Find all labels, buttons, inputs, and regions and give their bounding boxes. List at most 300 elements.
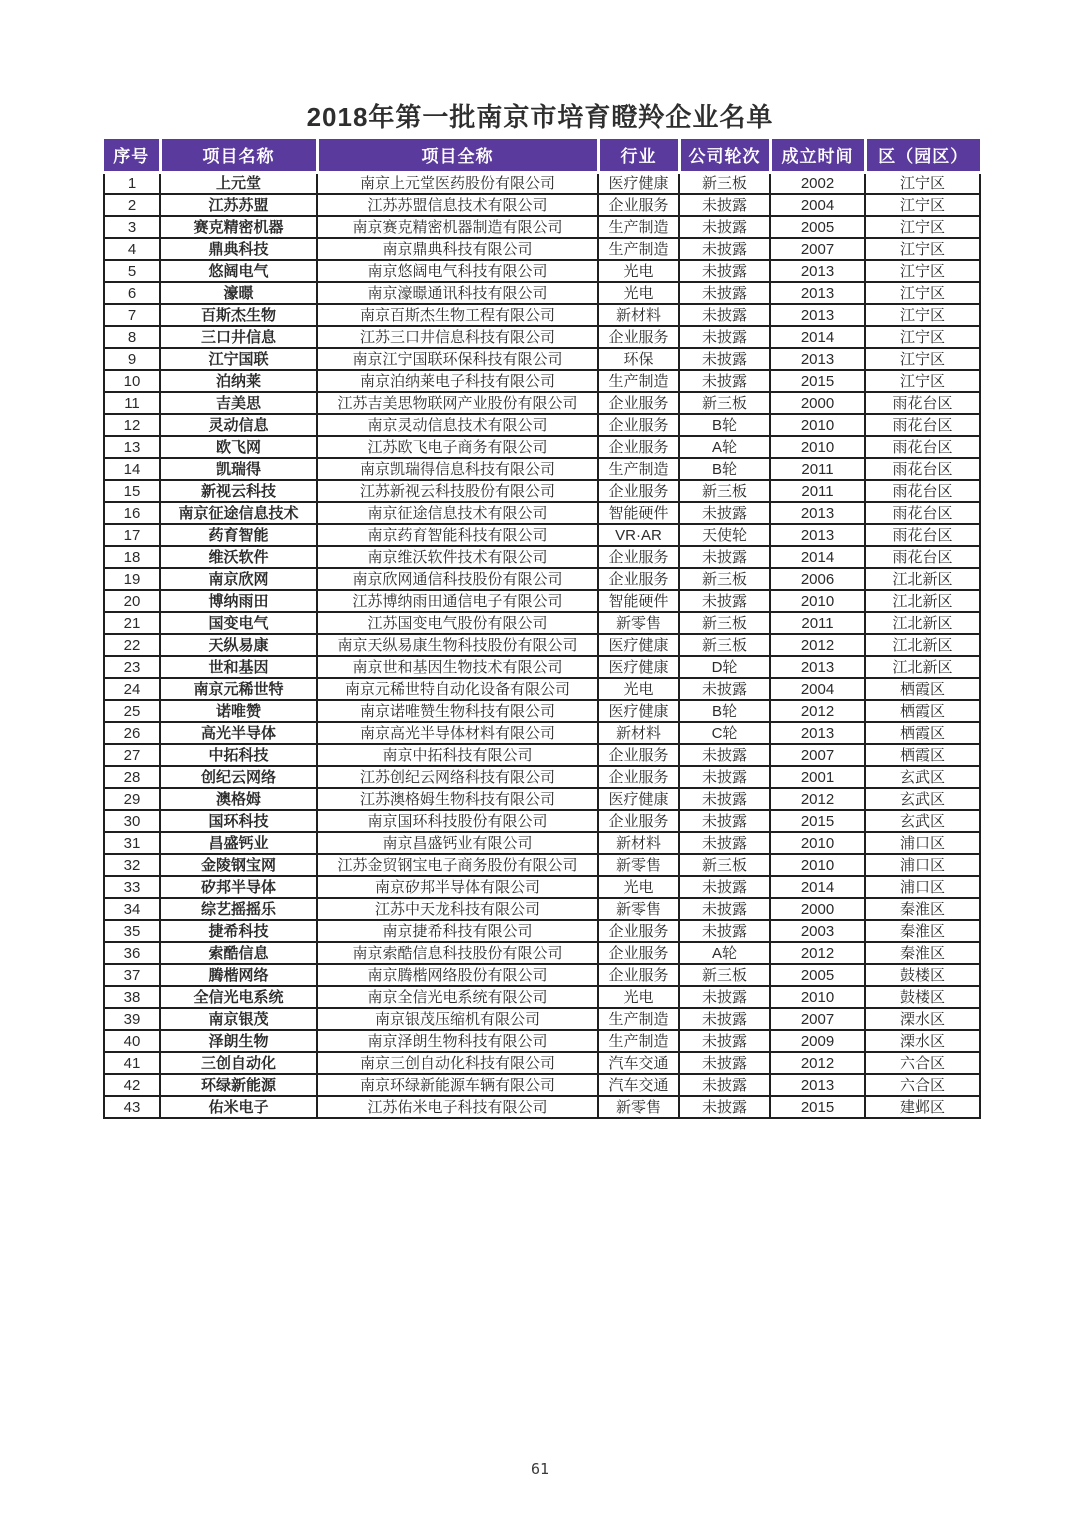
cell-no: 35 [104, 920, 160, 942]
cell-founded: 2012 [770, 942, 865, 964]
cell-name: 濠暻 [160, 282, 317, 304]
header-founded: 成立时间 [770, 139, 865, 172]
cell-founded: 2012 [770, 634, 865, 656]
cell-full-name: 南京腾楷网络股份有限公司 [317, 964, 598, 986]
cell-district: 玄武区 [865, 810, 980, 832]
enterprise-table-container [103, 139, 979, 1119]
cell-round: 未披露 [679, 788, 770, 810]
cell-round: B轮 [679, 458, 770, 480]
table-row [104, 964, 980, 986]
cell-founded: 2007 [770, 744, 865, 766]
cell-founded: 2011 [770, 480, 865, 502]
cell-name: 百斯杰生物 [160, 304, 317, 326]
table-header [104, 139, 980, 172]
cell-founded: 2010 [770, 986, 865, 1008]
cell-industry: 企业服务 [598, 568, 679, 590]
cell-round: D轮 [679, 656, 770, 678]
cell-full-name: 江苏佑米电子科技有限公司 [317, 1096, 598, 1118]
cell-district: 雨花台区 [865, 480, 980, 502]
cell-industry: 企业服务 [598, 546, 679, 568]
cell-no: 22 [104, 634, 160, 656]
cell-no: 27 [104, 744, 160, 766]
cell-industry: 医疗健康 [598, 700, 679, 722]
cell-full-name: 南京维沃软件技术有限公司 [317, 546, 598, 568]
cell-industry: 新零售 [598, 1096, 679, 1118]
cell-district: 栖霞区 [865, 744, 980, 766]
cell-no: 16 [104, 502, 160, 524]
cell-founded: 2013 [770, 502, 865, 524]
cell-full-name: 江苏三口井信息科技有限公司 [317, 326, 598, 348]
table-row [104, 986, 980, 1008]
cell-full-name: 南京濠暻通讯科技有限公司 [317, 282, 598, 304]
table-row [104, 766, 980, 788]
cell-founded: 2007 [770, 238, 865, 260]
cell-round: 未披露 [679, 986, 770, 1008]
cell-full-name: 南京元稀世特自动化设备有限公司 [317, 678, 598, 700]
cell-full-name: 江苏吉美思物联网产业股份有限公司 [317, 392, 598, 414]
cell-round: 未披露 [679, 370, 770, 392]
cell-founded: 2007 [770, 1008, 865, 1030]
cell-district: 鼓楼区 [865, 964, 980, 986]
cell-founded: 2014 [770, 326, 865, 348]
cell-district: 江宁区 [865, 216, 980, 238]
cell-no: 24 [104, 678, 160, 700]
cell-round: 未披露 [679, 1052, 770, 1074]
table-row [104, 480, 980, 502]
cell-district: 栖霞区 [865, 722, 980, 744]
cell-founded: 2011 [770, 458, 865, 480]
cell-full-name: 南京捷希科技有限公司 [317, 920, 598, 942]
cell-full-name: 江苏新视云科技股份有限公司 [317, 480, 598, 502]
cell-district: 溧水区 [865, 1030, 980, 1052]
cell-full-name: 南京凯瑞得信息科技有限公司 [317, 458, 598, 480]
cell-industry: 新材料 [598, 304, 679, 326]
cell-round: 未披露 [679, 194, 770, 216]
cell-founded: 2013 [770, 260, 865, 282]
cell-name: 佑米电子 [160, 1096, 317, 1118]
cell-industry: 新材料 [598, 722, 679, 744]
cell-name: 南京元稀世特 [160, 678, 317, 700]
cell-round: 未披露 [679, 238, 770, 260]
cell-founded: 2012 [770, 1052, 865, 1074]
cell-industry: 新材料 [598, 832, 679, 854]
cell-founded: 2015 [770, 1096, 865, 1118]
cell-industry: 汽车交通 [598, 1052, 679, 1074]
table-row [104, 744, 980, 766]
cell-full-name: 南京赛克精密机器制造有限公司 [317, 216, 598, 238]
cell-name: 澳格姆 [160, 788, 317, 810]
cell-founded: 2004 [770, 194, 865, 216]
cell-industry: 医疗健康 [598, 172, 679, 194]
table-row [104, 1008, 980, 1030]
cell-no: 3 [104, 216, 160, 238]
cell-district: 江北新区 [865, 612, 980, 634]
cell-name: 新视云科技 [160, 480, 317, 502]
table-row [104, 942, 980, 964]
cell-founded: 2001 [770, 766, 865, 788]
cell-district: 雨花台区 [865, 458, 980, 480]
table-row [104, 260, 980, 282]
table-row [104, 458, 980, 480]
cell-full-name: 南京矽邦半导体有限公司 [317, 876, 598, 898]
cell-founded: 2010 [770, 832, 865, 854]
table-row [104, 898, 980, 920]
cell-no: 33 [104, 876, 160, 898]
cell-founded: 2013 [770, 524, 865, 546]
table-row [104, 304, 980, 326]
cell-round: 未披露 [679, 766, 770, 788]
cell-round: 未披露 [679, 282, 770, 304]
table-row [104, 502, 980, 524]
cell-no: 9 [104, 348, 160, 370]
table-row [104, 194, 980, 216]
cell-name: 江苏苏盟 [160, 194, 317, 216]
cell-round: 未披露 [679, 1096, 770, 1118]
cell-no: 26 [104, 722, 160, 744]
cell-full-name: 南京诺唯赞生物科技有限公司 [317, 700, 598, 722]
cell-round: 新三板 [679, 634, 770, 656]
cell-full-name: 江苏创纪云网络科技有限公司 [317, 766, 598, 788]
table-row [104, 238, 980, 260]
cell-district: 建邺区 [865, 1096, 980, 1118]
cell-no: 34 [104, 898, 160, 920]
cell-founded: 2010 [770, 436, 865, 458]
cell-full-name: 江苏博纳雨田通信电子有限公司 [317, 590, 598, 612]
cell-industry: 光电 [598, 260, 679, 282]
cell-industry: 光电 [598, 282, 679, 304]
table-row [104, 1074, 980, 1096]
cell-founded: 2014 [770, 876, 865, 898]
cell-round: 未披露 [679, 304, 770, 326]
cell-district: 玄武区 [865, 788, 980, 810]
cell-industry: 新零售 [598, 854, 679, 876]
table-body [104, 172, 980, 1118]
table-row [104, 1096, 980, 1118]
cell-district: 雨花台区 [865, 524, 980, 546]
cell-round: 未披露 [679, 876, 770, 898]
cell-name: 维沃软件 [160, 546, 317, 568]
cell-founded: 2015 [770, 370, 865, 392]
table-row [104, 282, 980, 304]
cell-founded: 2013 [770, 656, 865, 678]
cell-industry: 生产制造 [598, 1030, 679, 1052]
cell-founded: 2005 [770, 216, 865, 238]
cell-no: 7 [104, 304, 160, 326]
cell-name: 索酷信息 [160, 942, 317, 964]
table-row [104, 370, 980, 392]
cell-round: 未披露 [679, 348, 770, 370]
cell-district: 江北新区 [865, 656, 980, 678]
cell-no: 11 [104, 392, 160, 414]
cell-name: 吉美思 [160, 392, 317, 414]
cell-round: 未披露 [679, 546, 770, 568]
cell-full-name: 南京泽朗生物科技有限公司 [317, 1030, 598, 1052]
cell-district: 江宁区 [865, 326, 980, 348]
cell-district: 江北新区 [865, 568, 980, 590]
cell-industry: 智能硬件 [598, 590, 679, 612]
cell-district: 江宁区 [865, 282, 980, 304]
cell-full-name: 南京三创自动化科技有限公司 [317, 1052, 598, 1074]
table-row [104, 634, 980, 656]
table-row [104, 590, 980, 612]
cell-round: A轮 [679, 942, 770, 964]
cell-founded: 2014 [770, 546, 865, 568]
cell-no: 15 [104, 480, 160, 502]
cell-no: 43 [104, 1096, 160, 1118]
cell-round: 未披露 [679, 1074, 770, 1096]
cell-round: 未披露 [679, 898, 770, 920]
cell-round: 未披露 [679, 502, 770, 524]
cell-full-name: 南京征途信息技术有限公司 [317, 502, 598, 524]
cell-round: 未披露 [679, 810, 770, 832]
cell-district: 鼓楼区 [865, 986, 980, 1008]
cell-name: 南京征途信息技术 [160, 502, 317, 524]
cell-industry: 企业服务 [598, 920, 679, 942]
table-row [104, 722, 980, 744]
cell-no: 38 [104, 986, 160, 1008]
header-name: 项目名称 [160, 139, 317, 172]
cell-name: 欧飞网 [160, 436, 317, 458]
cell-no: 30 [104, 810, 160, 832]
cell-no: 25 [104, 700, 160, 722]
cell-founded: 2000 [770, 392, 865, 414]
cell-name: 矽邦半导体 [160, 876, 317, 898]
table-row [104, 832, 980, 854]
cell-round: C轮 [679, 722, 770, 744]
cell-no: 6 [104, 282, 160, 304]
cell-round: 天使轮 [679, 524, 770, 546]
table-row [104, 876, 980, 898]
header-district: 区（园区） [865, 139, 980, 172]
cell-full-name: 南京国环科技股份有限公司 [317, 810, 598, 832]
cell-no: 39 [104, 1008, 160, 1030]
cell-district: 栖霞区 [865, 678, 980, 700]
cell-founded: 2006 [770, 568, 865, 590]
cell-founded: 2010 [770, 854, 865, 876]
cell-no: 10 [104, 370, 160, 392]
cell-district: 江宁区 [865, 348, 980, 370]
cell-name: 灵动信息 [160, 414, 317, 436]
table-row [104, 568, 980, 590]
table-row [104, 172, 980, 194]
cell-industry: 企业服务 [598, 436, 679, 458]
cell-round: 未披露 [679, 260, 770, 282]
cell-industry: 医疗健康 [598, 788, 679, 810]
cell-full-name: 南京泊纳莱电子科技有限公司 [317, 370, 598, 392]
header-round: 公司轮次 [679, 139, 770, 172]
cell-district: 玄武区 [865, 766, 980, 788]
cell-industry: 生产制造 [598, 238, 679, 260]
cell-district: 雨花台区 [865, 546, 980, 568]
cell-full-name: 江苏苏盟信息技术有限公司 [317, 194, 598, 216]
cell-district: 江宁区 [865, 260, 980, 282]
cell-industry: 企业服务 [598, 480, 679, 502]
cell-district: 江北新区 [865, 634, 980, 656]
table-row [104, 326, 980, 348]
cell-district: 秦淮区 [865, 898, 980, 920]
cell-full-name: 南京百斯杰生物工程有限公司 [317, 304, 598, 326]
cell-full-name: 南京上元堂医药股份有限公司 [317, 172, 598, 194]
cell-name: 中拓科技 [160, 744, 317, 766]
cell-name: 天纵易康 [160, 634, 317, 656]
cell-industry: 企业服务 [598, 194, 679, 216]
cell-founded: 2009 [770, 1030, 865, 1052]
cell-district: 溧水区 [865, 1008, 980, 1030]
table-row [104, 414, 980, 436]
cell-round: 未披露 [679, 920, 770, 942]
cell-district: 六合区 [865, 1074, 980, 1096]
cell-full-name: 南京灵动信息技术有限公司 [317, 414, 598, 436]
cell-no: 41 [104, 1052, 160, 1074]
table-row [104, 612, 980, 634]
cell-no: 2 [104, 194, 160, 216]
cell-founded: 2010 [770, 414, 865, 436]
cell-name: 高光半导体 [160, 722, 317, 744]
cell-no: 36 [104, 942, 160, 964]
cell-no: 5 [104, 260, 160, 282]
cell-district: 雨花台区 [865, 414, 980, 436]
cell-founded: 2003 [770, 920, 865, 942]
cell-industry: 新零售 [598, 898, 679, 920]
cell-full-name: 江苏国变电气股份有限公司 [317, 612, 598, 634]
cell-industry: 光电 [598, 986, 679, 1008]
cell-name: 腾楷网络 [160, 964, 317, 986]
cell-industry: 医疗健康 [598, 656, 679, 678]
cell-industry: 生产制造 [598, 216, 679, 238]
cell-name: 捷希科技 [160, 920, 317, 942]
cell-name: 凯瑞得 [160, 458, 317, 480]
cell-no: 13 [104, 436, 160, 458]
cell-founded: 2000 [770, 898, 865, 920]
cell-industry: 企业服务 [598, 392, 679, 414]
cell-no: 42 [104, 1074, 160, 1096]
cell-founded: 2013 [770, 722, 865, 744]
table-row [104, 392, 980, 414]
cell-district: 江宁区 [865, 194, 980, 216]
cell-industry: 新零售 [598, 612, 679, 634]
cell-round: 新三板 [679, 568, 770, 590]
table-row [104, 678, 980, 700]
table-header-row [104, 139, 980, 172]
cell-industry: 企业服务 [598, 810, 679, 832]
table-row [104, 546, 980, 568]
cell-full-name: 南京中拓科技有限公司 [317, 744, 598, 766]
cell-name: 全信光电系统 [160, 986, 317, 1008]
cell-name: 诺唯赞 [160, 700, 317, 722]
table-row [104, 656, 980, 678]
cell-name: 泊纳莱 [160, 370, 317, 392]
table-row [104, 700, 980, 722]
cell-founded: 2013 [770, 348, 865, 370]
cell-name: 赛克精密机器 [160, 216, 317, 238]
cell-district: 江宁区 [865, 172, 980, 194]
cell-name: 昌盛钙业 [160, 832, 317, 854]
table-row [104, 1052, 980, 1074]
cell-name: 南京欣网 [160, 568, 317, 590]
table-row [104, 788, 980, 810]
cell-round: 未披露 [679, 590, 770, 612]
cell-industry: 企业服务 [598, 326, 679, 348]
cell-district: 栖霞区 [865, 700, 980, 722]
cell-industry: 企业服务 [598, 964, 679, 986]
cell-district: 江宁区 [865, 370, 980, 392]
cell-founded: 2004 [770, 678, 865, 700]
cell-founded: 2013 [770, 282, 865, 304]
cell-industry: 环保 [598, 348, 679, 370]
cell-full-name: 江苏金贸钢宝电子商务股份有限公司 [317, 854, 598, 876]
cell-name: 国环科技 [160, 810, 317, 832]
cell-name: 南京银茂 [160, 1008, 317, 1030]
table-row [104, 920, 980, 942]
cell-industry: 企业服务 [598, 744, 679, 766]
cell-no: 17 [104, 524, 160, 546]
cell-full-name: 南京全信光电系统有限公司 [317, 986, 598, 1008]
cell-no: 32 [104, 854, 160, 876]
cell-district: 江北新区 [865, 590, 980, 612]
cell-round: 未披露 [679, 744, 770, 766]
cell-no: 37 [104, 964, 160, 986]
cell-round: 新三板 [679, 392, 770, 414]
cell-round: 未披露 [679, 326, 770, 348]
cell-industry: 企业服务 [598, 942, 679, 964]
cell-district: 雨花台区 [865, 502, 980, 524]
cell-industry: 光电 [598, 876, 679, 898]
cell-no: 18 [104, 546, 160, 568]
cell-no: 31 [104, 832, 160, 854]
header-full-name: 项目全称 [317, 139, 598, 172]
header-no: 序号 [104, 139, 160, 172]
cell-name: 创纪云网络 [160, 766, 317, 788]
cell-round: 新三板 [679, 172, 770, 194]
cell-no: 12 [104, 414, 160, 436]
cell-name: 江宁国联 [160, 348, 317, 370]
cell-full-name: 南京昌盛钙业有限公司 [317, 832, 598, 854]
cell-name: 金陵钢宝网 [160, 854, 317, 876]
cell-full-name: 南京世和基因生物技术有限公司 [317, 656, 598, 678]
cell-full-name: 南京欣网通信科技股份有限公司 [317, 568, 598, 590]
cell-name: 上元堂 [160, 172, 317, 194]
cell-founded: 2002 [770, 172, 865, 194]
cell-full-name: 江苏澳格姆生物科技有限公司 [317, 788, 598, 810]
enterprise-table [103, 139, 981, 1119]
cell-name: 环绿新能源 [160, 1074, 317, 1096]
cell-full-name: 南京银茂压缩机有限公司 [317, 1008, 598, 1030]
cell-district: 雨花台区 [865, 436, 980, 458]
cell-district: 秦淮区 [865, 942, 980, 964]
cell-founded: 2010 [770, 590, 865, 612]
cell-no: 4 [104, 238, 160, 260]
table-row [104, 854, 980, 876]
cell-founded: 2005 [770, 964, 865, 986]
cell-no: 29 [104, 788, 160, 810]
cell-district: 江宁区 [865, 238, 980, 260]
cell-founded: 2015 [770, 810, 865, 832]
cell-founded: 2013 [770, 1074, 865, 1096]
cell-round: 未披露 [679, 216, 770, 238]
cell-no: 14 [104, 458, 160, 480]
cell-round: A轮 [679, 436, 770, 458]
cell-round: B轮 [679, 700, 770, 722]
cell-no: 20 [104, 590, 160, 612]
table-row [104, 348, 980, 370]
cell-full-name: 南京鼎典科技有限公司 [317, 238, 598, 260]
cell-industry: 生产制造 [598, 458, 679, 480]
cell-district: 江宁区 [865, 304, 980, 326]
cell-district: 雨花台区 [865, 392, 980, 414]
cell-founded: 2013 [770, 304, 865, 326]
cell-full-name: 南京药育智能科技有限公司 [317, 524, 598, 546]
cell-no: 28 [104, 766, 160, 788]
